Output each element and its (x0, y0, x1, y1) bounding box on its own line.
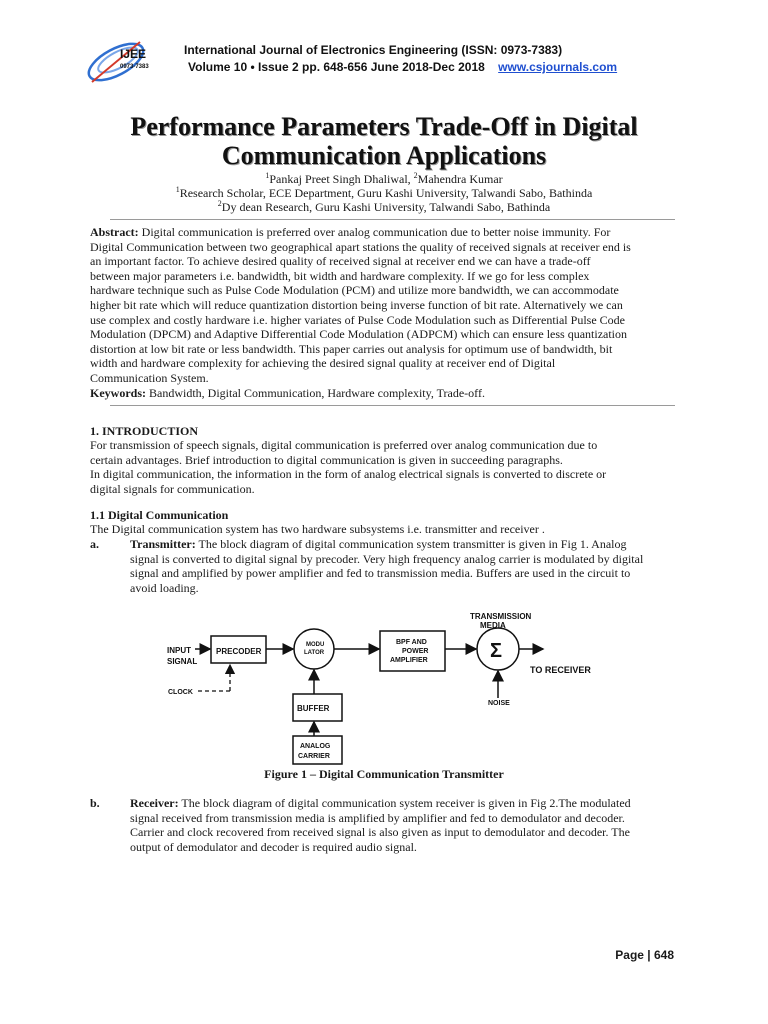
keywords-line: Keywords: Bandwidth, Digital Communication, Hardware complexity, Trade-off. (90, 385, 485, 400)
modulator-circle (294, 629, 334, 669)
item-b-marker: b. (90, 796, 100, 810)
abstract (90, 225, 674, 400)
abstract-line: use complex and costly hardware i.e. higher variates of Pulse Code Modulation such as Differential Pulse Code (90, 312, 625, 327)
sigma-symbol: Σ (490, 640, 503, 662)
input-signal-label-1: INPUT (167, 646, 191, 655)
figure-1-caption: Figure 1 – Digital Communication Transmitter (264, 767, 504, 781)
affiliation-2: $^2$Dy dean Research, Guru Kashi University, Talwandi Sabo, Bathinda (217, 199, 551, 214)
volume-text: Volume 10 • Issue 2 pp. 648-656 June 2018-Dec 2018 (188, 60, 485, 74)
authors-line: $^1$Pankaj Preet Singh Dhaliwal, $^2$Mahendra Kumar (265, 171, 503, 186)
intro-paragraph: For transmission of speech signals, digital communication is preferred over analog communication due to certain advantages. Brief introduction to digital communication is given in succeeding paragraphs. In digital communication, the information in the form of analog electrical signals is converted to discrete or digital signals for communication. (90, 438, 607, 496)
item-a-transmitter: Transmitter: The block diagram of digital communication system transmitter is given in Fig 1. Analog signal is converted to digital signal by precoder. Very high frequency analog carrier is modulated by digital signal and amplified by power amplifier and fed to transmission media. Buffers are used in the circuit to avoid loading. (130, 537, 644, 595)
subsection-heading-digital-communication: 1.1 Digital Communication (90, 508, 229, 522)
transmitter-block-diagram (150, 605, 620, 765)
divider-bottom (110, 405, 675, 406)
abstract-line: an important factor. To achieve desired quality of received signal at receiver end we can have a trade-off (90, 254, 591, 269)
divider-top (110, 219, 675, 220)
item-b-receiver: Receiver: The block diagram of digital communication system receiver is given in Fig 2.The modulated signal received from transmission media is amplified by amplifier and fed to demodulator and decoder. Carrier and clock recovered from received signal is also given as input to demodulator and decoder. The output of demodulator and decoder is required audio signal. (130, 796, 631, 854)
noise-label: NOISE (488, 700, 510, 707)
carrier-label-1: ANALOG (300, 743, 331, 750)
clock-label: CLOCK (168, 689, 193, 696)
journal-url-link[interactable]: www.csjournals.com (498, 60, 618, 74)
page-number: Page | 648 (615, 948, 674, 962)
abstract-line: distortion at low bit rate or less bandwidth. This paper carries out analysis for optimum use of bandwidth, bit (90, 341, 613, 356)
section-heading-introduction: 1. INTRODUCTION (90, 424, 199, 438)
abstract-line: between major parameters i.e. bandwidth, bit width and hardware complexity. If we go for less complex (90, 268, 590, 283)
journal-logo (78, 30, 178, 92)
logo-text: IJEE (120, 47, 147, 61)
buffer-label: BUFFER (297, 704, 330, 713)
abstract-line: Modulation (DPCM) and Adaptive Differential Code Modulation (ADPCM) which can ensure less quantization (90, 327, 628, 342)
carrier-label-2: CARRIER (298, 753, 330, 760)
abstract-line: hardware technique such as Pulse Code Modulation (PCM) and utilize more bandwidth, we can accommodate (90, 283, 619, 298)
input-signal-label-2: SIGNAL (167, 657, 198, 666)
item-a-marker: a. (90, 537, 99, 551)
bpf-label-3: AMPLIFIER (390, 657, 428, 664)
paper-title-line2: Communication Applications (221, 141, 547, 170)
modulator-label-2: LATOR (304, 650, 325, 656)
transmission-media-label-1: TRANSMISSION (470, 612, 532, 621)
precoder-label: PRECODER (216, 647, 262, 656)
subsection-intro: The Digital communication system has two hardware subsystems i.e. transmitter and receiver . (90, 522, 545, 536)
to-receiver-label: TO RECEIVER (530, 665, 591, 675)
affiliation-1: $^1$Research Scholar, ECE Department, Guru Kashi University, Talwandi Sabo, Bathinda (175, 185, 593, 200)
logo-issn: 0973-7383 (120, 64, 149, 70)
modulator-label-1: MODU (306, 642, 325, 648)
abstract-line: Digital Communication between two geographical apart stations the quality of received signals at receiver end is (90, 239, 631, 254)
abstract-line: Abstract: Digital communication is preferred over analog communication due to better noise immunity. For (90, 225, 611, 239)
transmission-media-label-2: MEDIA (480, 621, 506, 630)
abstract-line: Communication System. (90, 370, 209, 385)
journal-name: International Journal of Electronics Engineering (ISSN: 0973-7383) (184, 43, 563, 57)
bpf-label-2: POWER (402, 648, 429, 655)
paper-title-line1: Performance Parameters Trade-Off in Digital (130, 112, 638, 141)
abstract-line: higher bit rate which will reduce quantization distortion being inverse function of bit rate. Alternatively we can (90, 297, 623, 312)
volume-line (188, 60, 617, 74)
bpf-label-1: BPF AND (396, 639, 427, 646)
abstract-line: width and hardware complexity for achieving the desired signal quality at receiver end of Digital (90, 356, 556, 371)
